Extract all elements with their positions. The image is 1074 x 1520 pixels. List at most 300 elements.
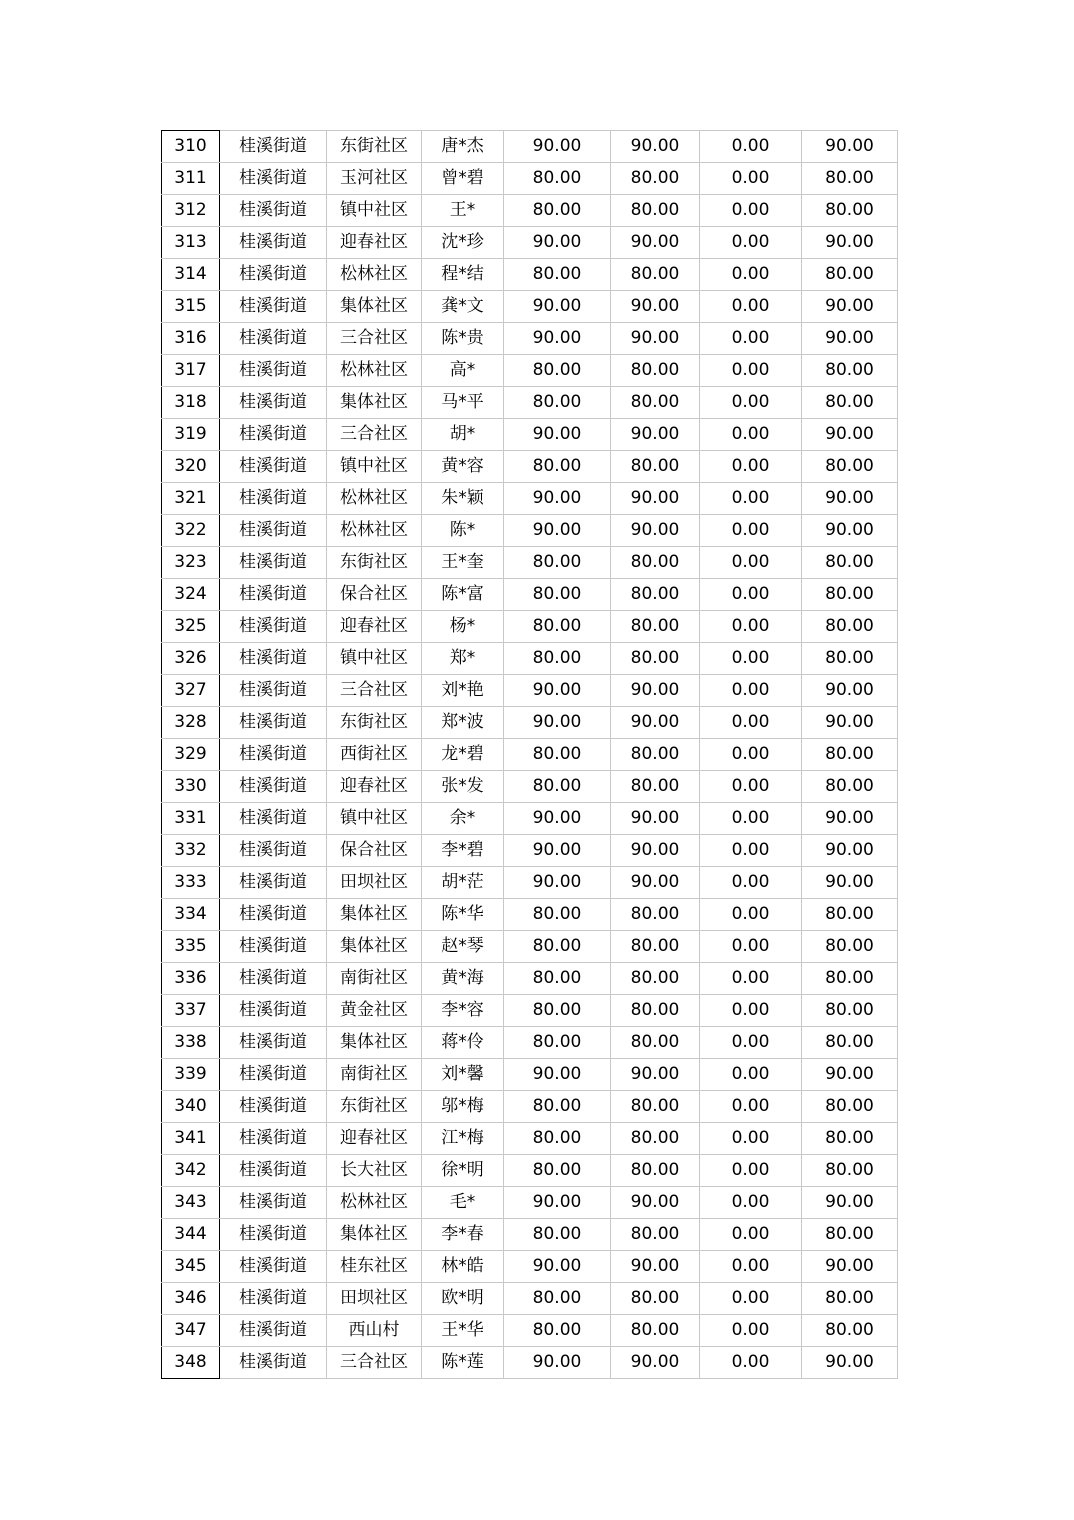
street-cell: 桂溪街道: [220, 675, 327, 707]
subtotal-cell: 80.00: [611, 163, 700, 195]
row-index-cell: 321: [162, 483, 220, 515]
row-index-cell: 315: [162, 291, 220, 323]
total-cell: 80.00: [802, 1283, 898, 1315]
subtotal-cell: 80.00: [611, 195, 700, 227]
table-row: [162, 739, 898, 771]
amount-cell: 80.00: [504, 579, 611, 611]
table-row: [162, 1219, 898, 1251]
street-cell: 桂溪街道: [220, 771, 327, 803]
community-cell: 黄金社区: [327, 995, 422, 1027]
deduction-cell: 0.00: [700, 1347, 802, 1379]
total-cell: 80.00: [802, 1091, 898, 1123]
total-cell: 90.00: [802, 291, 898, 323]
table-row: [162, 163, 898, 195]
amount-cell: 80.00: [504, 771, 611, 803]
total-cell: 90.00: [802, 1251, 898, 1283]
row-index-cell: 342: [162, 1155, 220, 1187]
community-cell: 集体社区: [327, 1219, 422, 1251]
street-cell: 桂溪街道: [220, 835, 327, 867]
name-cell: 曾*碧: [422, 163, 504, 195]
row-index-cell: 327: [162, 675, 220, 707]
street-cell: 桂溪街道: [220, 707, 327, 739]
table-row: [162, 899, 898, 931]
deduction-cell: 0.00: [700, 1187, 802, 1219]
street-cell: 桂溪街道: [220, 1187, 327, 1219]
subtotal-cell: 90.00: [611, 483, 700, 515]
community-cell: 东街社区: [327, 1091, 422, 1123]
deduction-cell: 0.00: [700, 419, 802, 451]
street-cell: 桂溪街道: [220, 419, 327, 451]
total-cell: 90.00: [802, 1059, 898, 1091]
table-row: [162, 995, 898, 1027]
deduction-cell: 0.00: [700, 323, 802, 355]
deduction-cell: 0.00: [700, 131, 802, 163]
row-index-cell: 326: [162, 643, 220, 675]
street-cell: 桂溪街道: [220, 291, 327, 323]
deduction-cell: 0.00: [700, 227, 802, 259]
deduction-cell: 0.00: [700, 803, 802, 835]
subtotal-cell: 90.00: [611, 419, 700, 451]
name-cell: 陈*华: [422, 899, 504, 931]
deduction-cell: 0.00: [700, 995, 802, 1027]
deduction-cell: 0.00: [700, 1283, 802, 1315]
name-cell: 李*容: [422, 995, 504, 1027]
subtotal-cell: 80.00: [611, 1155, 700, 1187]
name-cell: 龚*文: [422, 291, 504, 323]
name-cell: 刘*艳: [422, 675, 504, 707]
street-cell: 桂溪街道: [220, 1027, 327, 1059]
street-cell: 桂溪街道: [220, 579, 327, 611]
table-row: [162, 1347, 898, 1379]
name-cell: 程*结: [422, 259, 504, 291]
community-cell: 镇中社区: [327, 451, 422, 483]
row-index-cell: 336: [162, 963, 220, 995]
subtotal-cell: 90.00: [611, 1251, 700, 1283]
name-cell: 王*: [422, 195, 504, 227]
street-cell: 桂溪街道: [220, 899, 327, 931]
street-cell: 桂溪街道: [220, 803, 327, 835]
subtotal-cell: 80.00: [611, 931, 700, 963]
street-cell: 桂溪街道: [220, 1283, 327, 1315]
deduction-cell: 0.00: [700, 643, 802, 675]
row-index-cell: 335: [162, 931, 220, 963]
subtotal-cell: 90.00: [611, 515, 700, 547]
total-cell: 80.00: [802, 387, 898, 419]
table-row: [162, 675, 898, 707]
community-cell: 田坝社区: [327, 867, 422, 899]
name-cell: 毛*: [422, 1187, 504, 1219]
deduction-cell: 0.00: [700, 483, 802, 515]
community-cell: 三合社区: [327, 1347, 422, 1379]
community-cell: 松林社区: [327, 515, 422, 547]
row-index-cell: 339: [162, 1059, 220, 1091]
street-cell: 桂溪街道: [220, 483, 327, 515]
row-index-cell: 325: [162, 611, 220, 643]
street-cell: 桂溪街道: [220, 611, 327, 643]
subtotal-cell: 80.00: [611, 739, 700, 771]
total-cell: 90.00: [802, 323, 898, 355]
amount-cell: 80.00: [504, 1027, 611, 1059]
subtotal-cell: 90.00: [611, 323, 700, 355]
table-row: [162, 131, 898, 163]
name-cell: 王*华: [422, 1315, 504, 1347]
total-cell: 90.00: [802, 1347, 898, 1379]
name-cell: 刘*馨: [422, 1059, 504, 1091]
community-cell: 迎春社区: [327, 227, 422, 259]
subtotal-cell: 80.00: [611, 1123, 700, 1155]
street-cell: 桂溪街道: [220, 867, 327, 899]
street-cell: 桂溪街道: [220, 259, 327, 291]
row-index-cell: 347: [162, 1315, 220, 1347]
community-cell: 松林社区: [327, 1187, 422, 1219]
amount-cell: 90.00: [504, 803, 611, 835]
row-index-cell: 330: [162, 771, 220, 803]
table-row: [162, 451, 898, 483]
street-cell: 桂溪街道: [220, 1059, 327, 1091]
name-cell: 张*发: [422, 771, 504, 803]
total-cell: 90.00: [802, 803, 898, 835]
table-row: [162, 483, 898, 515]
street-cell: 桂溪街道: [220, 1347, 327, 1379]
amount-cell: 80.00: [504, 259, 611, 291]
deduction-cell: 0.00: [700, 1059, 802, 1091]
table-row: [162, 1123, 898, 1155]
amount-cell: 90.00: [504, 1187, 611, 1219]
row-index-cell: 323: [162, 547, 220, 579]
total-cell: 80.00: [802, 579, 898, 611]
community-cell: 桂东社区: [327, 1251, 422, 1283]
amount-cell: 80.00: [504, 931, 611, 963]
table-row: [162, 803, 898, 835]
table-row: [162, 259, 898, 291]
total-cell: 80.00: [802, 1219, 898, 1251]
amount-cell: 90.00: [504, 867, 611, 899]
deduction-cell: 0.00: [700, 1123, 802, 1155]
street-cell: 桂溪街道: [220, 323, 327, 355]
name-cell: 欧*明: [422, 1283, 504, 1315]
name-cell: 龙*碧: [422, 739, 504, 771]
row-index-cell: 312: [162, 195, 220, 227]
subtotal-cell: 90.00: [611, 131, 700, 163]
street-cell: 桂溪街道: [220, 739, 327, 771]
total-cell: 90.00: [802, 419, 898, 451]
street-cell: 桂溪街道: [220, 547, 327, 579]
deduction-cell: 0.00: [700, 1315, 802, 1347]
community-cell: 迎春社区: [327, 611, 422, 643]
total-cell: 80.00: [802, 1027, 898, 1059]
row-index-cell: 310: [162, 131, 220, 163]
table-row: [162, 1155, 898, 1187]
row-index-cell: 318: [162, 387, 220, 419]
total-cell: 80.00: [802, 739, 898, 771]
row-index-cell: 313: [162, 227, 220, 259]
subtotal-cell: 90.00: [611, 707, 700, 739]
name-cell: 李*碧: [422, 835, 504, 867]
subtotal-cell: 80.00: [611, 1315, 700, 1347]
name-cell: 沈*珍: [422, 227, 504, 259]
name-cell: 朱*颖: [422, 483, 504, 515]
row-index-cell: 332: [162, 835, 220, 867]
total-cell: 90.00: [802, 707, 898, 739]
table-row: [162, 931, 898, 963]
community-cell: 保合社区: [327, 835, 422, 867]
total-cell: 80.00: [802, 771, 898, 803]
amount-cell: 90.00: [504, 835, 611, 867]
name-cell: 杨*: [422, 611, 504, 643]
subtotal-cell: 90.00: [611, 867, 700, 899]
subtotal-cell: 80.00: [611, 771, 700, 803]
subtotal-cell: 90.00: [611, 227, 700, 259]
name-cell: 邬*梅: [422, 1091, 504, 1123]
deduction-cell: 0.00: [700, 387, 802, 419]
name-cell: 马*平: [422, 387, 504, 419]
amount-cell: 90.00: [504, 1059, 611, 1091]
subtotal-cell: 80.00: [611, 547, 700, 579]
name-cell: 赵*琴: [422, 931, 504, 963]
table-row: [162, 387, 898, 419]
subtotal-cell: 90.00: [611, 1059, 700, 1091]
street-cell: 桂溪街道: [220, 515, 327, 547]
name-cell: 陈*贵: [422, 323, 504, 355]
street-cell: 桂溪街道: [220, 995, 327, 1027]
amount-cell: 80.00: [504, 643, 611, 675]
street-cell: 桂溪街道: [220, 1155, 327, 1187]
amount-cell: 80.00: [504, 739, 611, 771]
deduction-cell: 0.00: [700, 867, 802, 899]
community-cell: 迎春社区: [327, 771, 422, 803]
deduction-cell: 0.00: [700, 451, 802, 483]
community-cell: 三合社区: [327, 675, 422, 707]
table-row: [162, 1059, 898, 1091]
row-index-cell: 322: [162, 515, 220, 547]
table-row: [162, 963, 898, 995]
name-cell: 王*奎: [422, 547, 504, 579]
street-cell: 桂溪街道: [220, 163, 327, 195]
total-cell: 80.00: [802, 163, 898, 195]
name-cell: 陈*: [422, 515, 504, 547]
table-row: [162, 1315, 898, 1347]
amount-cell: 90.00: [504, 291, 611, 323]
table-body: [162, 131, 898, 1379]
community-cell: 镇中社区: [327, 643, 422, 675]
deduction-cell: 0.00: [700, 163, 802, 195]
table-row: [162, 579, 898, 611]
total-cell: 90.00: [802, 515, 898, 547]
row-index-cell: 316: [162, 323, 220, 355]
name-cell: 黄*容: [422, 451, 504, 483]
table-row: [162, 1251, 898, 1283]
amount-cell: 90.00: [504, 419, 611, 451]
subtotal-cell: 90.00: [611, 803, 700, 835]
amount-cell: 80.00: [504, 387, 611, 419]
deduction-cell: 0.00: [700, 547, 802, 579]
deduction-cell: 0.00: [700, 1219, 802, 1251]
name-cell: 郑*波: [422, 707, 504, 739]
community-cell: 松林社区: [327, 483, 422, 515]
deduction-cell: 0.00: [700, 931, 802, 963]
total-cell: 80.00: [802, 1315, 898, 1347]
row-index-cell: 344: [162, 1219, 220, 1251]
total-cell: 90.00: [802, 835, 898, 867]
total-cell: 90.00: [802, 867, 898, 899]
deduction-cell: 0.00: [700, 259, 802, 291]
table-row: [162, 291, 898, 323]
amount-cell: 80.00: [504, 963, 611, 995]
amount-cell: 80.00: [504, 899, 611, 931]
subtotal-cell: 80.00: [611, 995, 700, 1027]
total-cell: 90.00: [802, 1187, 898, 1219]
deduction-cell: 0.00: [700, 291, 802, 323]
deduction-cell: 0.00: [700, 771, 802, 803]
total-cell: 80.00: [802, 963, 898, 995]
total-cell: 80.00: [802, 899, 898, 931]
table-row: [162, 355, 898, 387]
subtotal-cell: 90.00: [611, 835, 700, 867]
subtotal-cell: 80.00: [611, 1091, 700, 1123]
subtotal-cell: 80.00: [611, 451, 700, 483]
row-index-cell: 317: [162, 355, 220, 387]
community-cell: 东街社区: [327, 131, 422, 163]
deduction-cell: 0.00: [700, 675, 802, 707]
community-cell: 松林社区: [327, 259, 422, 291]
deduction-cell: 0.00: [700, 1091, 802, 1123]
community-cell: 东街社区: [327, 547, 422, 579]
total-cell: 80.00: [802, 995, 898, 1027]
name-cell: 陈*富: [422, 579, 504, 611]
total-cell: 80.00: [802, 547, 898, 579]
name-cell: 胡*: [422, 419, 504, 451]
street-cell: 桂溪街道: [220, 451, 327, 483]
table-row: [162, 1187, 898, 1219]
community-cell: 西山村: [327, 1315, 422, 1347]
name-cell: 高*: [422, 355, 504, 387]
subtotal-cell: 80.00: [611, 259, 700, 291]
total-cell: 80.00: [802, 355, 898, 387]
table-row: [162, 643, 898, 675]
subtotal-cell: 80.00: [611, 611, 700, 643]
deduction-cell: 0.00: [700, 1027, 802, 1059]
name-cell: 徐*明: [422, 1155, 504, 1187]
community-cell: 集体社区: [327, 899, 422, 931]
row-index-cell: 331: [162, 803, 220, 835]
name-cell: 蒋*伶: [422, 1027, 504, 1059]
street-cell: 桂溪街道: [220, 195, 327, 227]
row-index-cell: 319: [162, 419, 220, 451]
total-cell: 80.00: [802, 195, 898, 227]
amount-cell: 80.00: [504, 995, 611, 1027]
row-index-cell: 341: [162, 1123, 220, 1155]
amount-cell: 90.00: [504, 707, 611, 739]
name-cell: 胡*茫: [422, 867, 504, 899]
amount-cell: 80.00: [504, 355, 611, 387]
row-index-cell: 324: [162, 579, 220, 611]
row-index-cell: 340: [162, 1091, 220, 1123]
community-cell: 西街社区: [327, 739, 422, 771]
total-cell: 80.00: [802, 1155, 898, 1187]
table-row: [162, 1283, 898, 1315]
community-cell: 保合社区: [327, 579, 422, 611]
table-row: [162, 1091, 898, 1123]
row-index-cell: 311: [162, 163, 220, 195]
amount-cell: 90.00: [504, 1347, 611, 1379]
community-cell: 集体社区: [327, 291, 422, 323]
row-index-cell: 328: [162, 707, 220, 739]
community-cell: 三合社区: [327, 323, 422, 355]
amount-cell: 80.00: [504, 163, 611, 195]
community-cell: 松林社区: [327, 355, 422, 387]
community-cell: 镇中社区: [327, 195, 422, 227]
street-cell: 桂溪街道: [220, 227, 327, 259]
subtotal-cell: 80.00: [611, 1283, 700, 1315]
deduction-cell: 0.00: [700, 707, 802, 739]
amount-cell: 90.00: [504, 483, 611, 515]
community-cell: 三合社区: [327, 419, 422, 451]
table-row: [162, 611, 898, 643]
total-cell: 80.00: [802, 259, 898, 291]
deduction-cell: 0.00: [700, 611, 802, 643]
subtotal-cell: 90.00: [611, 1347, 700, 1379]
table-row: [162, 771, 898, 803]
amount-cell: 90.00: [504, 1251, 611, 1283]
street-cell: 桂溪街道: [220, 355, 327, 387]
table-row: [162, 515, 898, 547]
name-cell: 余*: [422, 803, 504, 835]
deduction-cell: 0.00: [700, 1251, 802, 1283]
row-index-cell: 333: [162, 867, 220, 899]
row-index-cell: 343: [162, 1187, 220, 1219]
total-cell: 80.00: [802, 931, 898, 963]
row-index-cell: 337: [162, 995, 220, 1027]
amount-cell: 90.00: [504, 323, 611, 355]
name-cell: 唐*杰: [422, 131, 504, 163]
row-index-cell: 334: [162, 899, 220, 931]
table-row: [162, 419, 898, 451]
subtotal-cell: 90.00: [611, 675, 700, 707]
community-cell: 南街社区: [327, 1059, 422, 1091]
amount-cell: 80.00: [504, 195, 611, 227]
table-row: [162, 323, 898, 355]
street-cell: 桂溪街道: [220, 1091, 327, 1123]
amount-cell: 80.00: [504, 1123, 611, 1155]
name-cell: 黄*海: [422, 963, 504, 995]
community-cell: 集体社区: [327, 931, 422, 963]
community-cell: 集体社区: [327, 387, 422, 419]
total-cell: 90.00: [802, 227, 898, 259]
deduction-cell: 0.00: [700, 1155, 802, 1187]
street-cell: 桂溪街道: [220, 963, 327, 995]
name-cell: 郑*: [422, 643, 504, 675]
row-index-cell: 329: [162, 739, 220, 771]
total-cell: 80.00: [802, 643, 898, 675]
subtotal-cell: 80.00: [611, 1027, 700, 1059]
total-cell: 90.00: [802, 131, 898, 163]
street-cell: 桂溪街道: [220, 131, 327, 163]
deduction-cell: 0.00: [700, 355, 802, 387]
street-cell: 桂溪街道: [220, 1219, 327, 1251]
total-cell: 80.00: [802, 1123, 898, 1155]
subtotal-cell: 90.00: [611, 291, 700, 323]
total-cell: 80.00: [802, 611, 898, 643]
name-cell: 林*皓: [422, 1251, 504, 1283]
amount-cell: 80.00: [504, 1091, 611, 1123]
deduction-cell: 0.00: [700, 195, 802, 227]
row-index-cell: 314: [162, 259, 220, 291]
community-cell: 南街社区: [327, 963, 422, 995]
row-index-cell: 348: [162, 1347, 220, 1379]
community-cell: 长大社区: [327, 1155, 422, 1187]
deduction-cell: 0.00: [700, 739, 802, 771]
community-cell: 镇中社区: [327, 803, 422, 835]
